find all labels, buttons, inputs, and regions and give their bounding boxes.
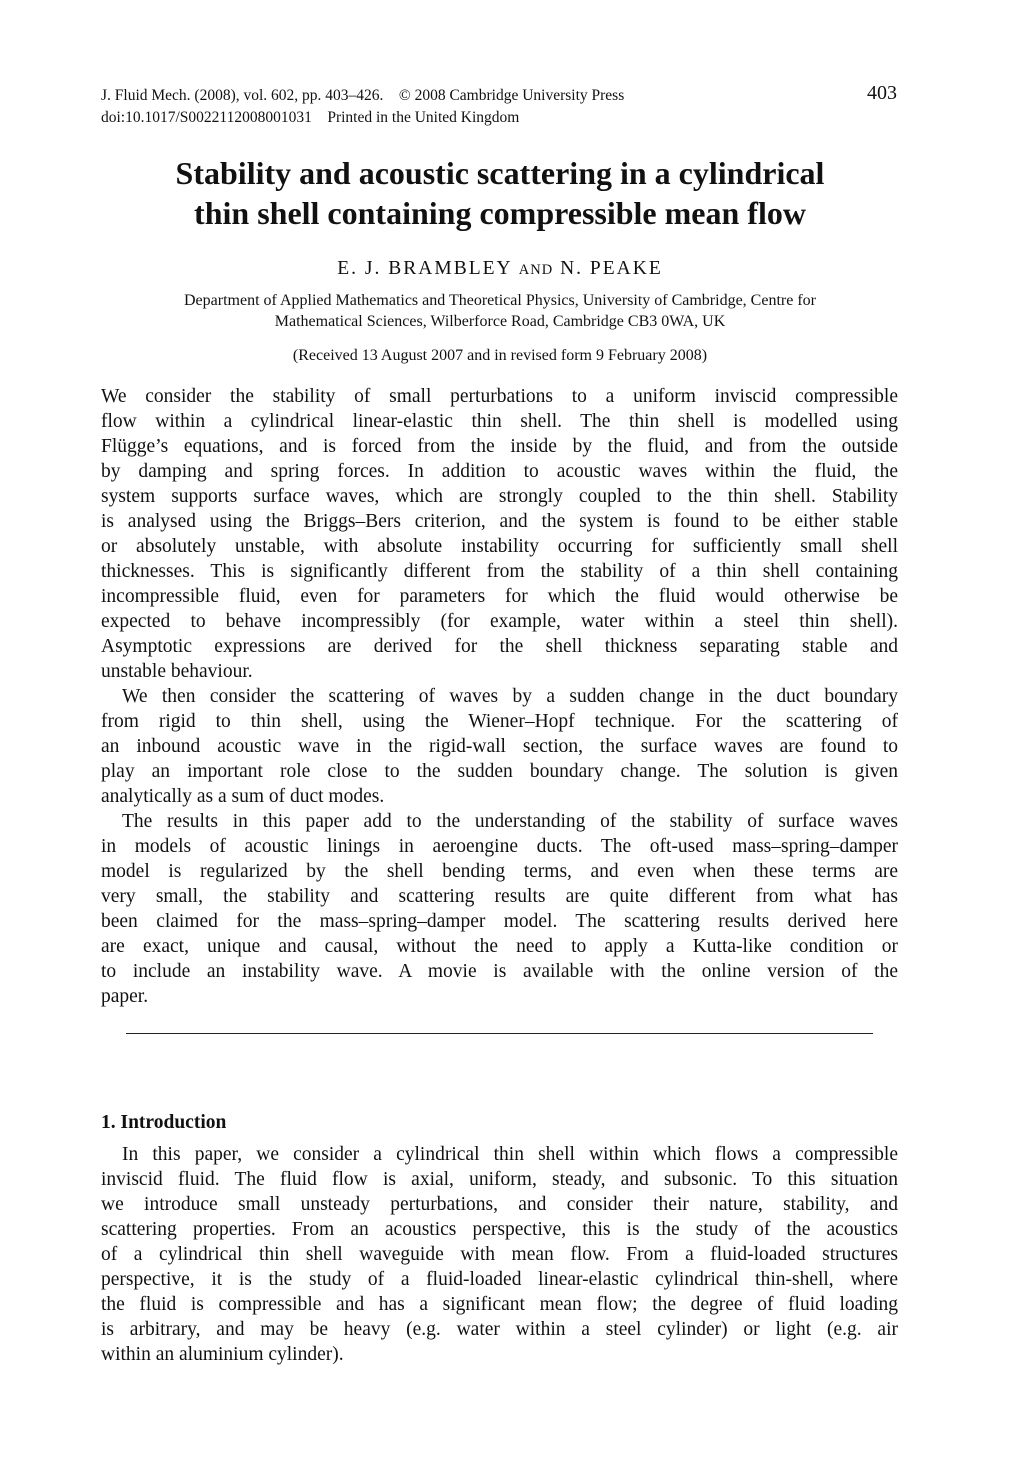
- author: E. J. BRAMBLEY: [337, 258, 512, 279]
- introduction-body: [101, 1142, 898, 1367]
- text-line: In this paper, we consider a cylindrical thin shell within which flows a compressible: [122, 1144, 898, 1165]
- title-line: Stability and acoustic scattering in a cylindrical: [175, 155, 825, 191]
- text-line: Asymptotic expressions are derived for the shell thickness separating stable and: [101, 636, 898, 657]
- abstract: [101, 384, 898, 1009]
- text-line: or absolutely unstable, with absolute instability occurring for sufficiently small shell: [101, 536, 898, 557]
- author: N. PEAKE: [560, 258, 663, 279]
- text-line: We consider the stability of small perturbations to a uniform inviscid compressible: [101, 386, 898, 407]
- paragraph: [101, 1142, 898, 1367]
- divider: [126, 1033, 873, 1034]
- title-line: thin shell containing compressible mean flow: [194, 195, 806, 231]
- text-line: been claimed for the mass–spring–damper model. The scattering results derived here: [101, 911, 898, 932]
- text-line: an inbound acoustic wave in the rigid-wall section, the surface waves are found to: [101, 736, 898, 757]
- paper-title: [0, 153, 1000, 233]
- text-line: flow within a cylindrical linear-elastic thin shell. The thin shell is modelled using: [101, 411, 898, 432]
- text-line: play an important role close to the sudden boundary change. The solution is given: [101, 761, 898, 782]
- text-line: The results in this paper add to the understanding of the stability of surface waves: [122, 811, 898, 832]
- text-line: is arbitrary, and may be heavy (e.g. water within a steel cylinder) or light (e.g. air: [101, 1319, 898, 1340]
- text-line: thicknesses. This is significantly different from the stability of a thin shell containing: [101, 561, 898, 582]
- text-line: of a cylindrical thin shell waveguide with mean flow. From a fluid-loaded structures: [101, 1244, 898, 1265]
- text-line: system supports surface waves, which are strongly coupled to the thin shell. Stability: [101, 486, 898, 507]
- text-line: from rigid to thin shell, using the Wiener–Hopf technique. For the scattering of: [101, 711, 898, 732]
- authors: [0, 258, 1000, 280]
- affiliation: [0, 290, 1000, 332]
- paragraph: [101, 684, 898, 809]
- text-line: model is regularized by the shell bending terms, and even when these terms are: [101, 861, 898, 882]
- text-line: the fluid is compressible and has a significant mean flow; the degree of fluid loading: [101, 1294, 898, 1315]
- received-dates: (Received 13 August 2007 and in revised form 9 February 2008): [292, 347, 708, 364]
- journal-citation: J. Fluid Mech. (2008), vol. 602, pp. 403–426. © 2008 Cambridge University Press: [101, 87, 625, 104]
- page-number: 403: [867, 82, 897, 104]
- text-line: by damping and spring forces. In addition to acoustic waves within the fluid, the: [101, 461, 898, 482]
- text-line: to include an instability wave. A movie is available with the online version of the: [101, 961, 898, 982]
- text-line: expected to behave incompressibly (for example, water within a steel thin shell).: [101, 611, 898, 632]
- text-line: is analysed using the Briggs–Bers criterion, and the system is found to be either stable: [101, 511, 898, 532]
- text-line: inviscid fluid. The fluid flow is axial, uniform, steady, and subsonic. To this situation: [101, 1169, 898, 1190]
- text-line: incompressible fluid, even for parameters for which the fluid would otherwise be: [101, 586, 898, 607]
- text-line: scattering properties. From an acoustics perspective, this is the study of the acoustics: [101, 1219, 898, 1240]
- text-line: We then consider the scattering of waves by a sudden change in the duct boundary: [122, 686, 898, 707]
- paragraph: [101, 384, 898, 684]
- affiliation-line: Department of Applied Mathematics and Theoretical Physics, University of Cambridge, Centre for: [184, 292, 816, 309]
- doi-line: doi:10.1017/S0022112008001031 Printed in the United Kingdom: [101, 109, 520, 126]
- text-line: Flügge’s equations, and is forced from the inside by the fluid, and from the outside: [101, 436, 898, 457]
- text-line: very small, the stability and scattering results are quite different from what has: [101, 886, 898, 907]
- author-separator: AND: [518, 262, 554, 278]
- affiliation-line: Mathematical Sciences, Wilberforce Road, Cambridge CB3 0WA, UK: [274, 313, 726, 330]
- text-line: are exact, unique and causal, without the need to apply a Kutta-like condition or: [101, 936, 898, 957]
- text-line: within an aluminium cylinder).: [101, 1344, 344, 1365]
- section-heading: 1. Introduction: [101, 1112, 227, 1133]
- paragraph: [101, 809, 898, 1009]
- text-line: perspective, it is the study of a fluid-loaded linear-elastic cylindrical thin-shell, where: [101, 1269, 898, 1290]
- text-line: we introduce small unsteady perturbations, and consider their nature, stability, and: [101, 1194, 898, 1215]
- text-line: analytically as a sum of duct modes.: [101, 786, 385, 807]
- text-line: paper.: [101, 986, 149, 1007]
- text-line: in models of acoustic linings in aeroengine ducts. The oft-used mass–spring–damper: [101, 836, 898, 857]
- text-line: unstable behaviour.: [101, 661, 253, 682]
